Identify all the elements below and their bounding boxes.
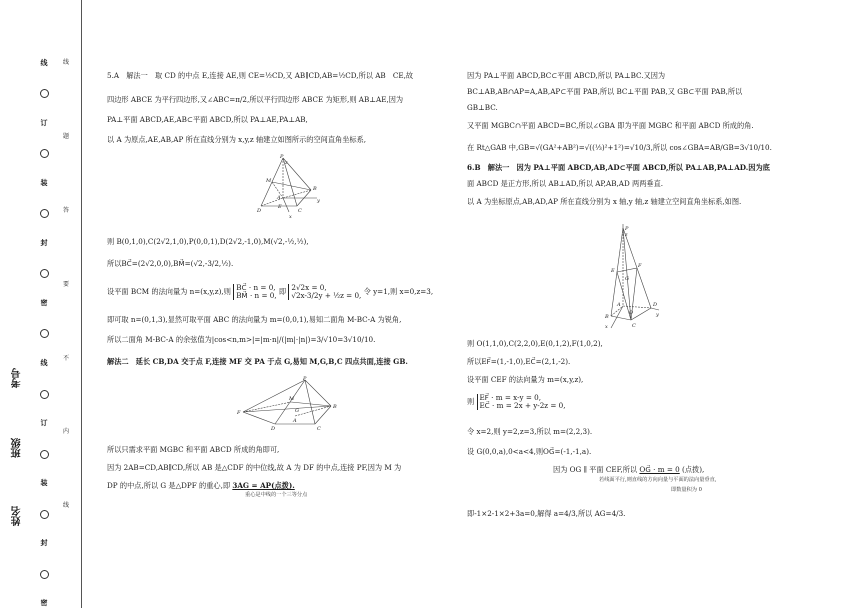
fig2-label: C xyxy=(317,426,321,432)
text-span: 设平面 BCM 的法向量为 n=(x,y,z),则 xyxy=(107,286,231,296)
class-label: 班级 xyxy=(12,438,23,458)
binding-line-inner xyxy=(60,60,72,510)
equation: BC⃗ · n = 0, xyxy=(236,283,276,292)
fig3-label: y xyxy=(656,312,659,318)
text-span: 因为 OG ∥ 平面 CEF,所以 xyxy=(553,465,638,474)
system-line xyxy=(107,284,433,300)
annotated-equation: OG⃗ · m = 0 xyxy=(639,465,680,474)
binding-label: 线 xyxy=(40,359,48,368)
fig2-label: B xyxy=(333,404,337,410)
text-line: BC⊥AB,AB∩AP=A,AB,AP⊂平面 PAB,所以 BC⊥平面 PAB,又 GB⊂平面 PAB,所以 xyxy=(467,87,743,96)
text-span: (点拨), xyxy=(682,465,705,474)
fig1-label: x xyxy=(289,214,292,220)
punch-hole-icon xyxy=(40,209,49,218)
text-line: 设 G(0,0,a),0<a<4,则OG⃗=(-1,-1,a). xyxy=(467,447,592,456)
fig3-label: G xyxy=(625,276,629,282)
fig3-label: F xyxy=(638,263,642,269)
figure-pyramid-2 xyxy=(235,376,345,438)
text-line xyxy=(553,466,704,474)
punch-hole-icon xyxy=(40,89,49,98)
binding-line-left xyxy=(38,60,50,608)
fig1-label: P xyxy=(280,154,284,160)
fig1-label: E xyxy=(278,204,282,210)
fig3-label: z xyxy=(625,232,628,238)
fig3-label: O xyxy=(629,310,634,316)
fig2-label: A xyxy=(293,418,297,424)
fig1-label: z xyxy=(285,160,288,166)
text-line: 因为 2AB=CD,AB∥CD,所以 AB 是△CDF 的中位线,故 A 为 DF 的中点,连接 PF,因为 M 为 xyxy=(107,463,402,472)
text-line: 所以二面角 M-BC-A 的余弦值为|cos<n,m>|=|m·n|/(|m|·|n|)=3/√10=3√10/10. xyxy=(107,335,376,344)
fig2-label: P xyxy=(303,376,307,382)
text-line: 以 A 为原点,AE,AB,AP 所在直线分别为 x,y,z 轴建立如图所示的空间直角坐标系, xyxy=(107,135,367,144)
text-line: 所以BC⃗=(2√2,0,0),BM⃗=(√2,-3/2,½). xyxy=(107,259,234,268)
text-line: 设平面 CEF 的法向量为 m=(x,y,z), xyxy=(467,375,584,384)
binding-label: 装 xyxy=(40,479,48,488)
text-line: 在 Rt△GAB 中,GB=√(GA²+AB²)=√((⅓)²+1²)=√10/3,所以 cos∠GBA=AB/GB=3√10/10. xyxy=(467,143,772,152)
text-line: 即-1×2-1×2+3a=0,解得 a=4/3,所以 AG=4/3. xyxy=(467,509,626,518)
text-line: 即可取 n=(0,1,3),显然可取平面 ABC 的法向量为 m=(0,0,1),易知二面角 M-BC-A 为锐角, xyxy=(107,315,402,324)
binding-inner-label: 内 xyxy=(62,428,69,436)
equation-system xyxy=(288,284,361,300)
binding-label: 封 xyxy=(40,539,48,548)
figure-pyramid-3 xyxy=(601,224,661,330)
fig3-label: C xyxy=(632,323,636,329)
binding-label: 封 xyxy=(40,239,48,248)
fig3-label: A xyxy=(617,302,621,308)
punch-hole-icon xyxy=(40,329,49,338)
figure-pyramid-1 xyxy=(231,154,321,220)
punch-hole-icon xyxy=(40,510,49,519)
punch-hole-icon xyxy=(40,149,49,158)
text-line: 则 B(0,1,0),C(2√2,1,0),P(0,0,1),D(2√2,-1,0),M(√2,-½,½), xyxy=(107,237,309,246)
fig1-label: B xyxy=(313,186,317,192)
punch-hole-icon xyxy=(40,570,49,579)
binding-inner-label: 线 xyxy=(62,502,69,510)
annotation-note: 即数量积为 0 xyxy=(671,487,702,493)
text-line: 所以只需求平面 MGBC 和平面 ABCD 所成的角即可, xyxy=(107,445,280,454)
binding-rule xyxy=(81,0,82,608)
fig2-label: F xyxy=(237,410,241,416)
binding-inner-label: 不 xyxy=(62,354,69,362)
text-line: GB⊥BC. xyxy=(467,103,498,112)
text-span: DP 的中点,所以 G 是△DPF 的重心,即 xyxy=(107,481,231,490)
name-label: 姓名 xyxy=(12,506,23,526)
binding-inner-label: 题 xyxy=(62,132,69,140)
fig2-label: M xyxy=(289,396,295,402)
fig3-label: B xyxy=(605,314,609,320)
fig1-label: y xyxy=(317,198,320,204)
equation: EC⃗ · m = 2x + y-2z = 0, xyxy=(479,400,566,410)
text-line: 所以EF⃗=(1,-1,0),EC⃗=(2,1,-2). xyxy=(467,357,571,366)
text-line: 则 O(1,1,0),C(2,2,0),E(0,1,2),F(1,0,2), xyxy=(467,339,603,348)
equation: EF⃗ · m = x-y = 0, xyxy=(479,393,542,402)
text-span: 则 xyxy=(467,396,475,406)
text-line: 5.A 解法一 取 CD 的中点 E,连接 AE,则 CE=½CD,又 AB∥CD,AB=½CD,所以 AB CE,故 xyxy=(107,71,414,80)
binding-inner-label: 要 xyxy=(62,280,69,288)
equation: 2√2x = 0, xyxy=(291,283,327,292)
binding-label: 密 xyxy=(40,599,48,608)
fig3-label: x xyxy=(605,324,608,330)
binding-inner-label: 线 xyxy=(62,59,69,66)
binding-inner-label: 答 xyxy=(62,206,69,214)
text-line: 解法二 延长 CB,DA 交于点 F,连接 MF 交 PA 于点 G,易知 M,G,B,C 四点共面,连接 GB. xyxy=(107,357,408,366)
punch-hole-icon xyxy=(40,390,49,399)
binding-label: 订 xyxy=(40,419,48,428)
equation-system xyxy=(477,394,566,410)
punch-hole-icon xyxy=(40,269,49,278)
text-line: 6.B 解法一 因为 PA⊥平面 ABCD,AB,AD⊂平面 ABCD,所以 PA⊥AB,PA⊥AD.因为底 xyxy=(467,163,770,172)
annotated-equation: 3AG = AP(点拨). xyxy=(232,481,295,490)
fig2-label: G xyxy=(295,408,299,414)
fig1-label: D xyxy=(257,208,262,214)
punch-hole-icon xyxy=(40,450,49,459)
id-label: 考号 xyxy=(12,368,23,388)
fig2-label: D xyxy=(271,426,276,432)
fig3-label: P xyxy=(625,226,629,232)
binding-label: 密 xyxy=(40,299,48,308)
text-line: 以 A 为坐标原点,AB,AD,AP 所在直线分别为 x 轴,y 轴,z 轴建立空间直角坐标系,如图. xyxy=(467,197,742,206)
text-line xyxy=(107,482,295,490)
annotation-note: 若线面平行,则直线的方向向量与平面的法向量垂直, xyxy=(599,477,717,483)
text-line: 令 x=2,则 y=2,z=3,所以 m=(2,2,3). xyxy=(467,427,593,436)
equation-system xyxy=(233,284,276,300)
equation: √2x-3/2y + ½z = 0, xyxy=(291,290,362,300)
system-line xyxy=(467,394,566,410)
text-line: 四边形 ABCE 为平行四边形,又∠ABC=π/2,所以平行四边形 ABCE 为矩形,则 AB⊥AE,因为 xyxy=(107,95,404,104)
text-line: PA⊥平面 ABCD,AE,AB⊂平面 ABCD,所以 PA⊥AE,PA⊥AB, xyxy=(107,115,308,124)
equation: BM⃗ · n = 0, xyxy=(236,290,277,300)
fig1-label: M xyxy=(266,178,272,184)
text-span: 即 xyxy=(278,286,287,296)
binding-margin xyxy=(0,0,82,608)
binding-label: 线 xyxy=(40,59,48,67)
fig1-label: A xyxy=(277,195,281,201)
text-line: 又平面 MGBC∩平面 ABCD=BC,所以∠GBA 即为平面 MGBC 和平面 ABCD 所成的角. xyxy=(467,121,754,130)
text-span: 令 y=1,则 x=0,z=3, xyxy=(363,286,434,296)
binding-label: 装 xyxy=(40,179,48,188)
annotation-note: 重心是中线的一个三等分点 xyxy=(245,492,308,498)
fig3-label: E xyxy=(611,268,615,274)
fig1-label: C xyxy=(298,208,302,214)
text-line: 面 ABCD 是正方形,所以 AB⊥AD,所以 AP,AB,AD 两两垂直. xyxy=(467,179,664,188)
fig3-label: D xyxy=(653,302,658,308)
text-line: 因为 PA⊥平面 ABCD,BC⊂平面 ABCD,所以 PA⊥BC.又因为 xyxy=(467,71,666,80)
binding-label: 订 xyxy=(40,119,48,128)
